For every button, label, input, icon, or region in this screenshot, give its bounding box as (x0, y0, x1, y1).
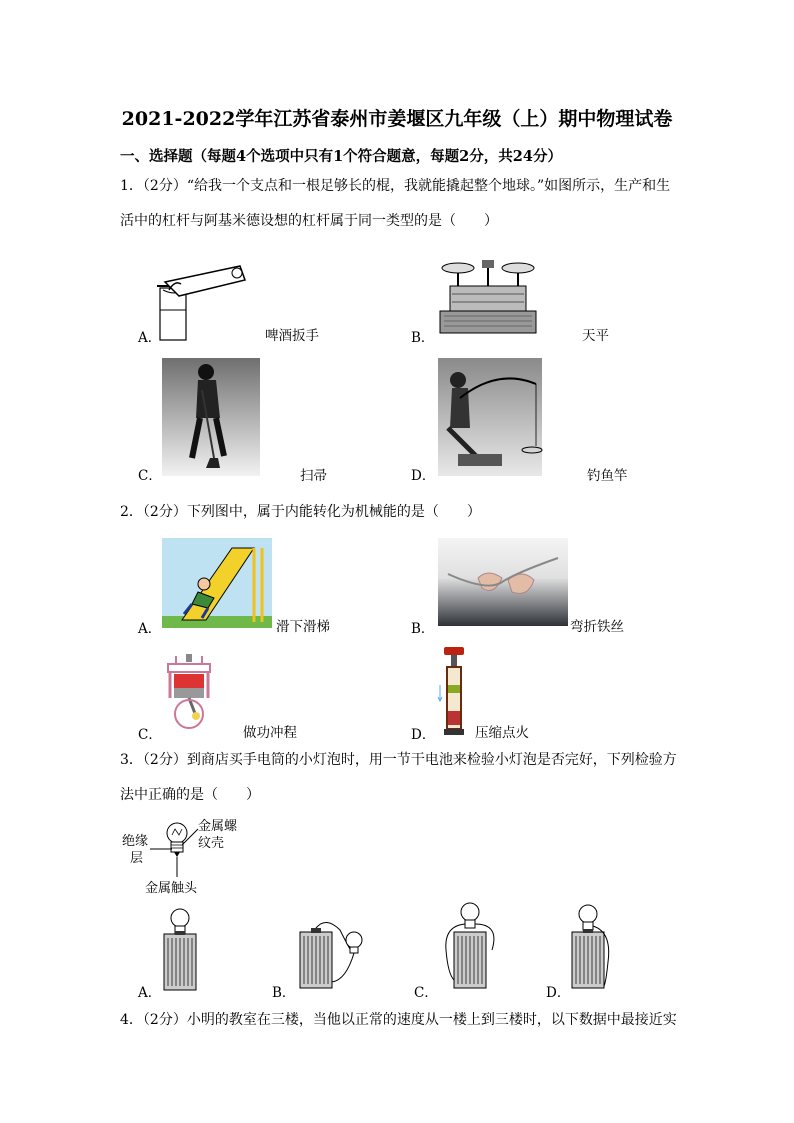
q1-stem-line2: 活中的杠杆与阿基米德设想的杠杆属于同一类型的是（ ） (120, 213, 498, 229)
q2-option-b-letter: B． (411, 621, 435, 637)
page-title: 2021-2022学年江苏省泰州市姜堰区九年级（上）期中物理试卷 (121, 108, 673, 130)
q3-label-insulation-line2: 层 (130, 851, 144, 866)
q3-stem-line1: 3．（2分）到商店买手电筒的小灯泡时，用一节干电池来检验小灯泡是否完好，下列检验方 (120, 752, 677, 768)
fishing-rod-image (438, 358, 542, 476)
section-heading: 一、选择题（每题4个选项中只有1个符合题意，每题2分，共24分） (120, 148, 562, 165)
compression-ignition-image (436, 645, 472, 737)
q3-stem-line2: 法中正确的是（ ） (120, 787, 260, 803)
q3-label-insulation-line1: 绝缘 (122, 834, 149, 849)
q2-option-b-caption: 弯折铁丝 (570, 619, 624, 635)
q1-option-d-letter: D． (411, 468, 436, 484)
q2-option-a-caption: 滑下滑梯 (276, 619, 330, 635)
balance-image (438, 256, 538, 338)
q1-option-c-caption: 扫帚 (300, 468, 327, 484)
battery-bulb-d-image (566, 902, 616, 992)
q1-option-d-caption: 钓鱼竿 (587, 468, 628, 484)
q1-stem-line1: 1．（2分）“给我一个支点和一根足够长的棍，我就能撬起整个地球。”如图所示，生产和生 (120, 178, 671, 194)
q2-option-c-letter: C． (138, 727, 162, 743)
q4-stem-line1: 4．（2分）小明的教室在三楼，当他以正常的速度从一楼上到三楼时，以下数据中最接近实 (120, 1012, 677, 1028)
q2-option-c-caption: 做功冲程 (243, 725, 297, 741)
q1-option-a-caption: 啤酒扳手 (265, 328, 319, 344)
q1-option-c-letter: C． (138, 468, 162, 484)
q3-option-b-letter: B． (272, 985, 296, 1001)
battery-bulb-a-image (160, 908, 200, 992)
bottle-opener-image (155, 260, 250, 340)
bending-wire-image (438, 538, 568, 626)
battery-bulb-b-image (296, 920, 372, 990)
battery-bulb-c-image (440, 900, 506, 992)
slide-image (162, 538, 272, 628)
q3-option-a-letter: A． (138, 985, 162, 1001)
broom-image (162, 358, 260, 476)
q1-option-b-letter: B． (411, 330, 435, 346)
q2-option-d-letter: D． (411, 727, 436, 743)
q1-option-b-caption: 天平 (582, 328, 609, 344)
q3-label-metal-screw-line1: 金属螺 (198, 819, 238, 834)
q3-label-metal-contact: 金属触头 (145, 881, 198, 896)
q2-stem-line1: 2．（2分）下列图中，属于内能转化为机械能的是（ ） (120, 504, 481, 520)
q3-label-metal-screw-line2: 纹壳 (198, 836, 225, 851)
q2-option-d-caption: 压缩点火 (475, 725, 529, 741)
q2-option-a-letter: A． (138, 621, 162, 637)
engine-power-stroke-image (160, 652, 218, 732)
q1-option-a-letter: A． (138, 330, 162, 346)
q3-option-d-letter: D． (546, 985, 571, 1001)
q3-option-c-letter: C． (414, 985, 438, 1001)
